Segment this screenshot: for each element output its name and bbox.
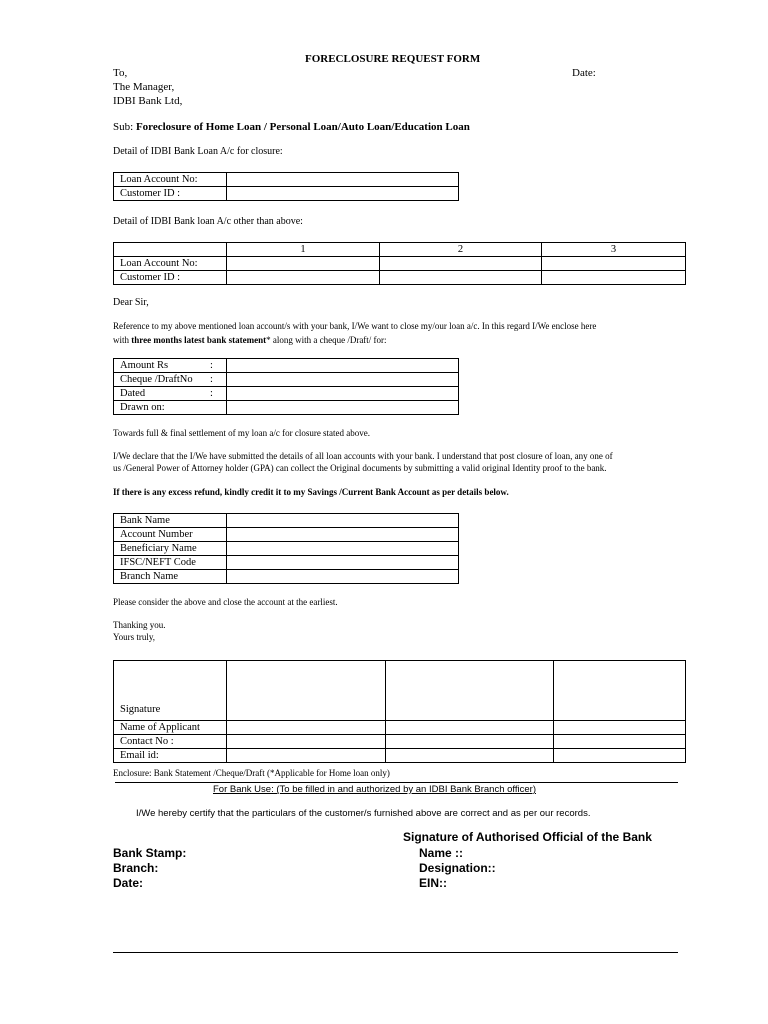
declaration-line2: us /General Power of Attorney holder (GPA) can collect the Original documents by submitting a valid original Identity proof to the bank. [113,463,607,473]
table-row [114,173,459,187]
branch-label: Branch: [113,861,159,875]
table-row [114,661,686,721]
bottom-rule [113,952,678,953]
drawn-on-field[interactable] [227,401,459,415]
table-label [114,387,227,401]
section2-table [113,242,686,285]
table-label: Beneficiary Name [114,542,227,556]
signature-field-2[interactable] [386,661,554,721]
salutation: Dear Sir, [113,297,149,308]
table-row [114,721,686,735]
amount-field[interactable] [227,359,459,373]
table-row [114,556,459,570]
form-title: FORECLOSURE REQUEST FORM [305,53,481,65]
table-row [114,257,686,271]
beneficiary-name-field[interactable] [227,542,459,556]
refund-table [113,513,459,584]
table-row [114,387,459,401]
date-label: Date: [572,67,596,79]
settlement-text: Towards full & final settlement of my loan a/c for closure stated above. [113,428,371,438]
customer-id-field-1[interactable] [227,271,380,285]
email-field-1[interactable] [227,749,386,763]
email-field-3[interactable] [554,749,686,763]
applicant-name-field-3[interactable] [554,721,686,735]
table-row [114,359,459,373]
table-row [114,401,459,415]
column-header: 3 [542,243,686,257]
table-label: Customer ID : [114,271,227,285]
applicant-name-field-2[interactable] [386,721,554,735]
table-row [114,514,459,528]
table-label: Loan Account No: [114,173,227,187]
table-cell [114,243,227,257]
row-label: Amount Rs [120,360,169,371]
divider [115,782,678,783]
table-row [114,528,459,542]
table-row [114,570,459,584]
subject-line [113,121,470,133]
bank-line: IDBI Bank Ltd, [113,95,183,107]
bank-name-field[interactable] [227,514,459,528]
loan-account-field-1[interactable] [227,257,380,271]
column-header: 1 [227,243,380,257]
applicant-name-field-1[interactable] [227,721,386,735]
contact-field-2[interactable] [386,735,554,749]
table-label: Signature [114,661,227,721]
ein-label: EIN:: [419,876,447,890]
table-row [114,187,459,201]
loan-account-field-2[interactable] [380,257,542,271]
table-row [114,243,686,257]
table-label: Branch Name [114,570,227,584]
signature-field-3[interactable] [554,661,686,721]
row-colon: : [210,388,213,399]
cheque-field[interactable] [227,373,459,387]
reference-suffix: * along with a cheque /Draft/ for: [266,335,387,345]
branch-name-field[interactable] [227,570,459,584]
table-label: Contact No : [114,735,227,749]
official-signature-label: Signature of Authorised Official of the Bank [403,830,652,844]
bank-use-heading: For Bank Use: (To be filled in and authorized by an IDBI Bank Branch officer) [213,784,536,795]
email-field-2[interactable] [386,749,554,763]
subject-text: Foreclosure of Home Loan / Personal Loan/Auto Loan/Education Loan [135,121,470,133]
manager-line: The Manager, [113,81,175,93]
signature-table [113,660,686,763]
declaration-line1: I/We declare that the I/We have submitted the details of all loan accounts with your bank. I understand that post closure of loan, any one of [113,451,613,461]
table-label [114,401,227,415]
table-label: Name of Applicant [114,721,227,735]
thanking-text: Thanking you. [113,620,166,630]
row-label: Dated [120,388,146,399]
reference-prefix: with [113,335,132,345]
table-row [114,542,459,556]
subject-prefix: Sub: [113,121,134,133]
table-label: Account Number [114,528,227,542]
row-label: Drawn on: [120,402,165,413]
contact-field-1[interactable] [227,735,386,749]
section1-heading: Detail of IDBI Bank Loan A/c for closure: [113,146,283,157]
table-label: IFSC/NEFT Code [114,556,227,570]
table-label [114,373,227,387]
section2-heading: Detail of IDBI Bank loan A/c other than above: [113,216,303,227]
table-row [114,271,686,285]
loan-account-field-3[interactable] [542,257,686,271]
name-label: Name :: [419,846,464,860]
signature-field-1[interactable] [227,661,386,721]
row-colon: : [210,374,213,385]
table-label: Email id: [114,749,227,763]
table-label [114,359,227,373]
table-row [114,749,686,763]
bank-date-label: Date: [113,876,144,890]
customer-id-field[interactable] [227,187,459,201]
contact-field-3[interactable] [554,735,686,749]
customer-id-field-3[interactable] [542,271,686,285]
loan-account-field[interactable] [227,173,459,187]
yours-text: Yours truly, [113,632,156,642]
account-number-field[interactable] [227,528,459,542]
reference-bold: three months latest bank statement [131,335,267,345]
row-label: Cheque /DraftNo [120,374,193,385]
table-label: Loan Account No: [114,257,227,271]
table-label: Bank Name [114,514,227,528]
payment-table [113,358,459,415]
customer-id-field-2[interactable] [380,271,542,285]
ifsc-field[interactable] [227,556,459,570]
table-row [114,735,686,749]
dated-field[interactable] [227,387,459,401]
enclosures-text: Enclosure: Bank Statement /Cheque/Draft (*Applicable for Home loan only) [113,768,390,778]
table-row [114,373,459,387]
designation-label: Designation:: [419,861,496,875]
reference-line2 [113,335,387,345]
section1-table [113,172,459,201]
row-colon: : [210,360,213,371]
table-label: Customer ID : [114,187,227,201]
refund-note: If there is any excess refund, kindly credit it to my Savings /Current Bank Account as per details below. [113,487,509,497]
bank-stamp-label: Bank Stamp: [113,846,187,860]
reference-line1: Reference to my above mentioned loan account/s with your bank, I/We want to close my/our loan a/c. In this regard I/We enclose here [113,321,597,331]
to-line: To, [113,67,128,79]
certify-text: I/We hereby certify that the particulars of the customer/s furnished above are correct and as per our records. [136,808,591,819]
consider-text: Please consider the above and close the account at the earliest. [113,597,338,607]
column-header: 2 [380,243,542,257]
